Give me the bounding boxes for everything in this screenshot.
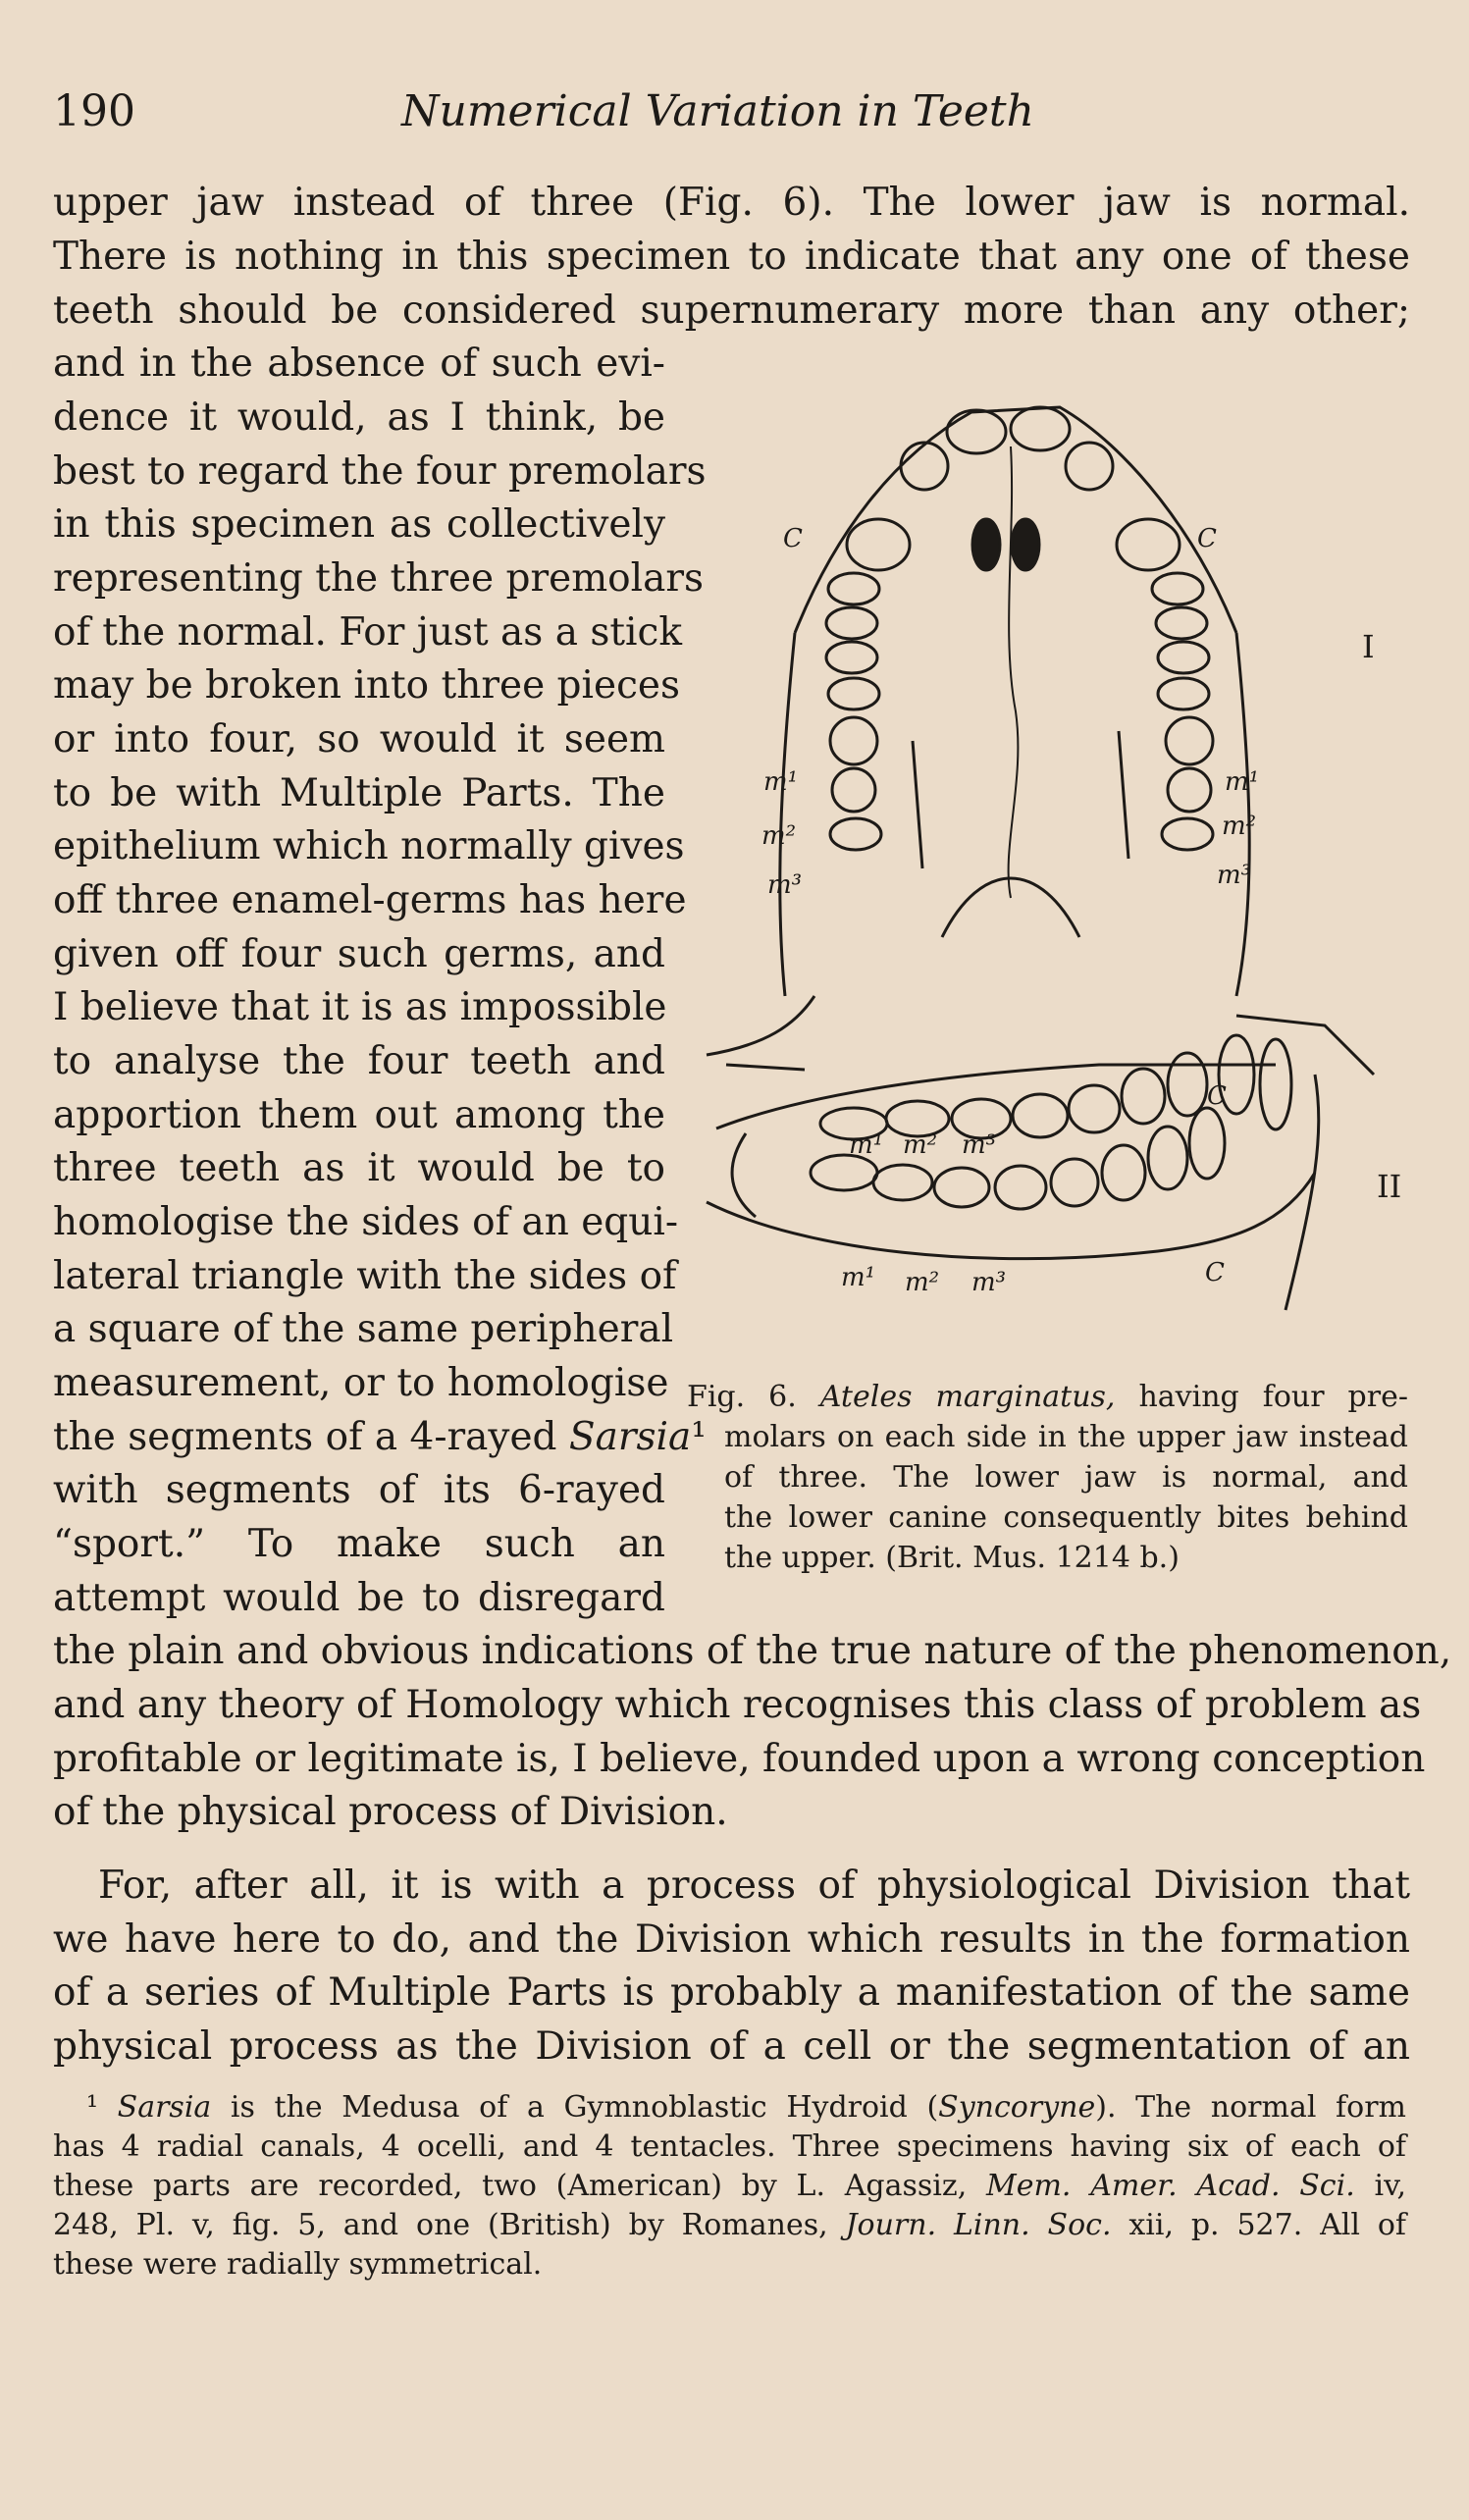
body-line: to be with Multiple Parts. The [53,771,665,815]
body-line: best to regard the four premolars [53,449,707,494]
label-c-upper-left: C [783,524,803,553]
body-line: physical process as the Division of a cell or the segmentation of an [53,2024,1410,2069]
body-line: dence it would, as I think, be [53,395,665,440]
species-name: Ateles marginatus, [819,1380,1116,1414]
label-m1-lower-upper: m¹ [849,1130,884,1160]
body-line: attempt would be to disregard [53,1576,665,1620]
page-header [53,86,1417,141]
label-m3-right: m³ [1217,861,1252,890]
body-line: lateral triangle with the sides of [53,1254,677,1298]
jaw-figure [687,388,1413,1359]
footnote-line [53,2167,1406,2206]
body-line: or into four, so would it seem [53,717,665,761]
body-line: with segments of its 6-rayed [53,1468,665,1512]
body-line: representing the three premolars [53,556,705,601]
footnote-citation: Mem. Amer. Acad. Sci. [986,2169,1355,2203]
footnote-citation: Journ. Linn. Soc. [845,2208,1112,2242]
body-line: the plain and obvious indications of the true nature of the phenomenon, [53,1629,1452,1673]
footnote-term: Syncoryne [938,2090,1096,2125]
label-m2-left: m² [761,821,797,851]
body-line: measurement, or to homologise [53,1361,669,1405]
footnote-ref: ¹ [691,1415,707,1459]
label-m3-lower: m³ [971,1268,1007,1297]
body-line: For, after all, it is with a process of physiological Division that [98,1864,1410,1908]
body-line: to analyse the four teeth and [53,1039,665,1083]
body-line: and any theory of Homology which recognises this class of problem as [53,1683,1422,1727]
body-line: upper jaw instead of three (Fig. 6). The lower jaw is normal. [53,181,1410,225]
body-line: we have here to do, and the Division which results in the formation [53,1917,1410,1962]
label-m1-right: m¹ [1225,767,1260,797]
footnote-text: xii, p. 527. All of [1111,2208,1407,2242]
body-line: teeth should be considered supernumerary more than any other; [53,289,1410,333]
footnote-text: 248, Pl. v, fig. 5, and one (British) by Romanes, [53,2208,846,2242]
figure-caption-line [687,1377,1408,1417]
sarsia-term: Sarsia [568,1415,692,1459]
body-line: three teeth as it would be to [53,1146,665,1190]
footnote-line: these were radially symmetrical. [53,2247,543,2282]
body-line: may be broken into three pieces [53,663,681,708]
body-line: and in the absence of such evi- [53,341,665,386]
label-upper-jaw: I [1362,628,1375,665]
fig-label: Fig. 6. [687,1380,797,1414]
body-line: epithelium which normally gives [53,824,685,868]
label-c-lower: C [1205,1258,1225,1287]
figure-caption-line: the lower canine consequently bites behind [724,1500,1408,1535]
footnote-text: iv, [1354,2169,1407,2203]
figure-caption-line: the upper. (Brit. Mus. 1214 b.) [724,1541,1180,1575]
body-line: of the normal. For just as a stick [53,610,683,655]
label-c-upper-right: C [1197,524,1217,553]
body-line: of a series of Multiple Parts is probably a manifestation of the same [53,1970,1410,2015]
body-line: of the physical process of Division. [53,1790,728,1834]
label-m2-lower-upper: m² [903,1130,938,1160]
footnote-text: these parts are recorded, two (American) by L. Agassiz, [53,2169,986,2203]
body-line: off three enamel-germs has here [53,878,687,922]
footnote-text: is the Medusa of a Gymnoblastic Hydroid ( [211,2090,939,2125]
body-line: a square of the same peripheral [53,1307,674,1351]
label-m1-left: m¹ [763,767,799,797]
footnote-line [86,2088,1406,2127]
footnote-marker: ¹ [86,2090,99,2125]
body-line: homologise the sides of an equi- [53,1200,679,1244]
label-m1-lower: m¹ [841,1263,876,1292]
body-line: “sport.” To make such an [53,1522,665,1566]
footnote-term: Sarsia [117,2090,212,2125]
body-line: in this specimen as collectively [53,502,665,547]
jaw-illustration [687,388,1413,1359]
body-line: I believe that it is as impossible [53,985,667,1029]
label-m2-right: m² [1222,812,1257,841]
label-m3-lower-upper: m³ [962,1130,997,1160]
label-c-lower-upper: C [1207,1081,1227,1111]
page-number: 190 [53,86,135,136]
label-m2-lower: m² [905,1268,940,1297]
label-lower-jaw: II [1377,1168,1402,1205]
body-line: profitable or legitimate is, I believe, founded upon a wrong conception [53,1737,1426,1781]
body-line [53,1411,707,1464]
caption-text: having four pre- [1138,1380,1408,1414]
figure-caption-line: molars on each side in the upper jaw instead [724,1420,1408,1454]
body-text: the segments of a 4-rayed [53,1415,569,1459]
footnote-line: has 4 radial canals, 4 ocelli, and 4 tentacles. Three specimens having six of each of [53,2129,1406,2164]
footnote-line [53,2206,1406,2245]
body-line: There is nothing in this specimen to indicate that any one of these [53,235,1410,279]
label-m3-left: m³ [767,870,803,900]
figure-caption-line: of three. The lower jaw is normal, and [724,1460,1408,1495]
body-line: given off four such germs, and [53,932,665,976]
footnote-text: ). The normal form [1095,2090,1407,2125]
running-title: Numerical Variation in Teeth [401,86,1034,136]
body-line: apportion them out among the [53,1093,665,1137]
